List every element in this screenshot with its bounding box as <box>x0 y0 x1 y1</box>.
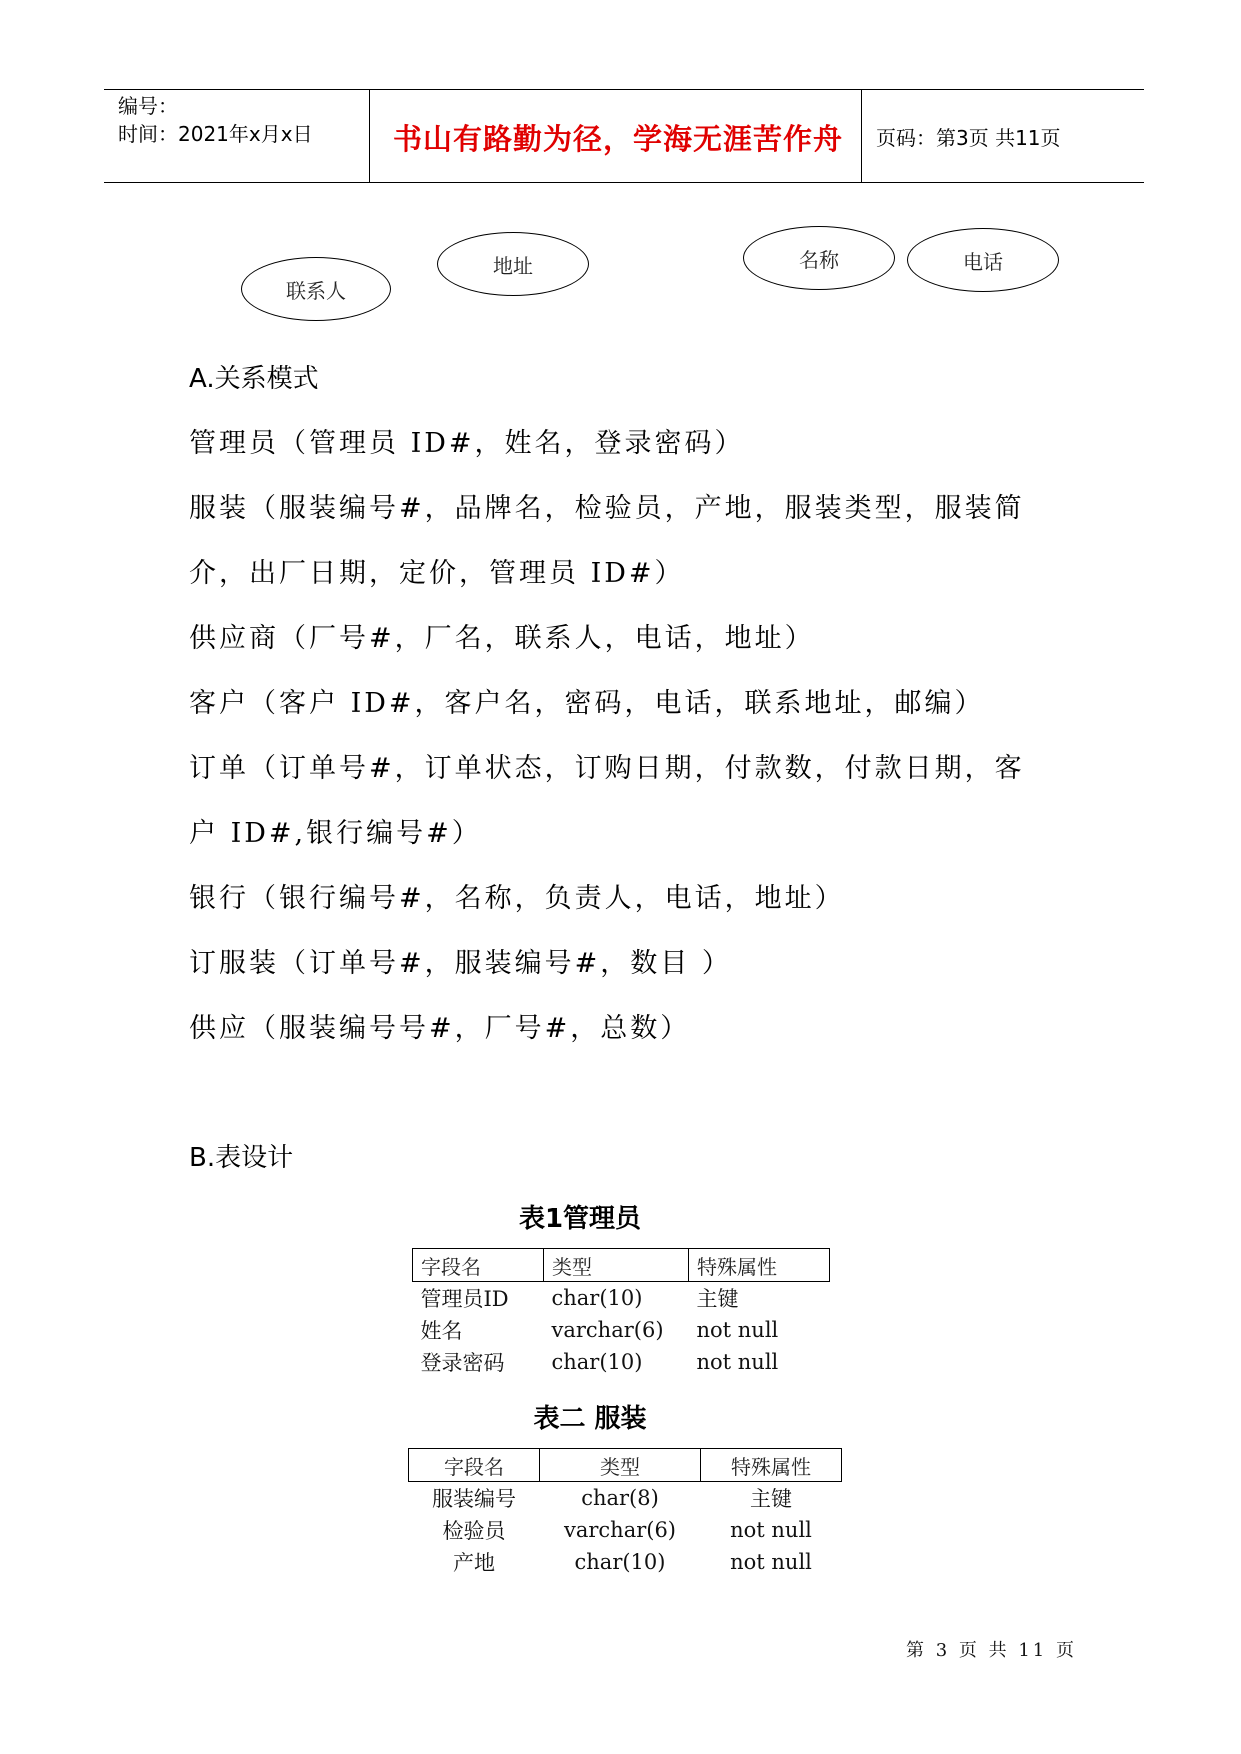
attr-ellipse-address <box>437 232 589 296</box>
table-header-row <box>409 1449 842 1482</box>
table-header-cell: 类型 <box>540 1449 701 1482</box>
schema-line-supply: 供应（服装编号号#，厂号#，总数） <box>189 1013 691 1044</box>
attr-ellipse-phone <box>907 228 1059 292</box>
footer-page-number: 第 3 页 共 11 页 <box>906 1640 1077 1661</box>
header-bottom-rule <box>104 182 1144 183</box>
attr-label-contact: 联系人 <box>286 278 346 303</box>
table-cell: not null <box>730 1518 812 1542</box>
table-cell: 主键 <box>696 1287 739 1311</box>
table-cell: not null <box>730 1550 812 1574</box>
table-cell: 姓名 <box>420 1319 463 1343</box>
table-clothing <box>408 1448 842 1578</box>
table-cell: varchar(6) <box>551 1318 664 1342</box>
table-cell: 产地 <box>453 1551 495 1575</box>
header-divider-right <box>861 89 862 183</box>
attr-label-phone: 电话 <box>963 249 1003 274</box>
table-header-cell: 特殊属性 <box>689 1249 830 1282</box>
table-header-cell: 字段名 <box>413 1249 544 1282</box>
table-header-cell: 字段名 <box>409 1449 540 1482</box>
attr-ellipse-name <box>743 226 895 290</box>
table-row <box>413 1346 830 1378</box>
table-cell: 主键 <box>750 1487 792 1511</box>
table-row <box>409 1546 842 1578</box>
table-cell: char(10) <box>551 1286 643 1310</box>
header-top-rule <box>104 89 1144 90</box>
table1-title: 表1管理员 <box>518 1204 642 1234</box>
table-cell: 服装编号 <box>432 1487 516 1511</box>
attr-ellipse-contact <box>241 257 391 321</box>
table-row <box>413 1314 830 1346</box>
table2-title: 表二 服装 <box>533 1404 647 1434</box>
table-cell: 检验员 <box>442 1519 506 1543</box>
table-cell: char(8) <box>581 1486 659 1510</box>
header-divider-left <box>369 89 370 183</box>
table-row <box>409 1514 842 1546</box>
schema-line-customer: 客户（客户 ID#，客户名，密码，电话，联系地址，邮编） <box>189 688 985 719</box>
attr-label-address: 地址 <box>493 253 533 278</box>
schema-line-clothing-2: 介，出厂日期，定价，管理员 ID#） <box>189 558 685 589</box>
table-header-cell: 特殊属性 <box>701 1449 842 1482</box>
header-time-label: 时间：2021年x月x日 <box>118 122 313 146</box>
table-header-row <box>413 1249 830 1282</box>
table-row <box>413 1282 830 1315</box>
table-cell: 管理员ID <box>420 1287 509 1311</box>
table-cell: varchar(6) <box>563 1518 676 1542</box>
table-admin <box>412 1248 830 1378</box>
header-number-label: 编号： <box>118 94 178 118</box>
schema-line-order-2: 户 ID#,银行编号#） <box>189 818 482 849</box>
table-cell: char(10) <box>551 1350 643 1374</box>
header-page-label: 页码：第3页 共11页 <box>876 126 1061 150</box>
schema-line-admin: 管理员（管理员 ID#，姓名，登录密码） <box>189 428 745 459</box>
schema-line-clothing-1: 服装（服装编号#，品牌名，检验员，产地，服装类型，服装简 <box>189 493 1025 524</box>
attr-label-name: 名称 <box>799 247 839 272</box>
table-cell: char(10) <box>574 1550 666 1574</box>
schema-line-bank: 银行（银行编号#，名称，负责人，电话，地址） <box>189 883 845 914</box>
table-cell: not null <box>696 1318 779 1342</box>
schema-line-order-1: 订单（订单号#，订单状态，订购日期，付款数，付款日期，客 <box>189 753 1025 784</box>
header-motto: 书山有路勤为径，学海无涯苦作舟 <box>393 122 844 156</box>
table-row <box>409 1482 842 1515</box>
schema-line-order-clothing: 订服装（订单号#，服装编号#，数目 ） <box>189 948 732 979</box>
schema-line-supplier: 供应商（厂号#，厂名，联系人，电话，地址） <box>189 623 815 654</box>
table-header-cell: 类型 <box>544 1249 689 1282</box>
table-cell: not null <box>696 1350 779 1374</box>
section-b-title: B.表设计 <box>189 1143 294 1173</box>
section-a-title: A.关系模式 <box>189 364 319 394</box>
table-cell: 登录密码 <box>420 1351 505 1375</box>
